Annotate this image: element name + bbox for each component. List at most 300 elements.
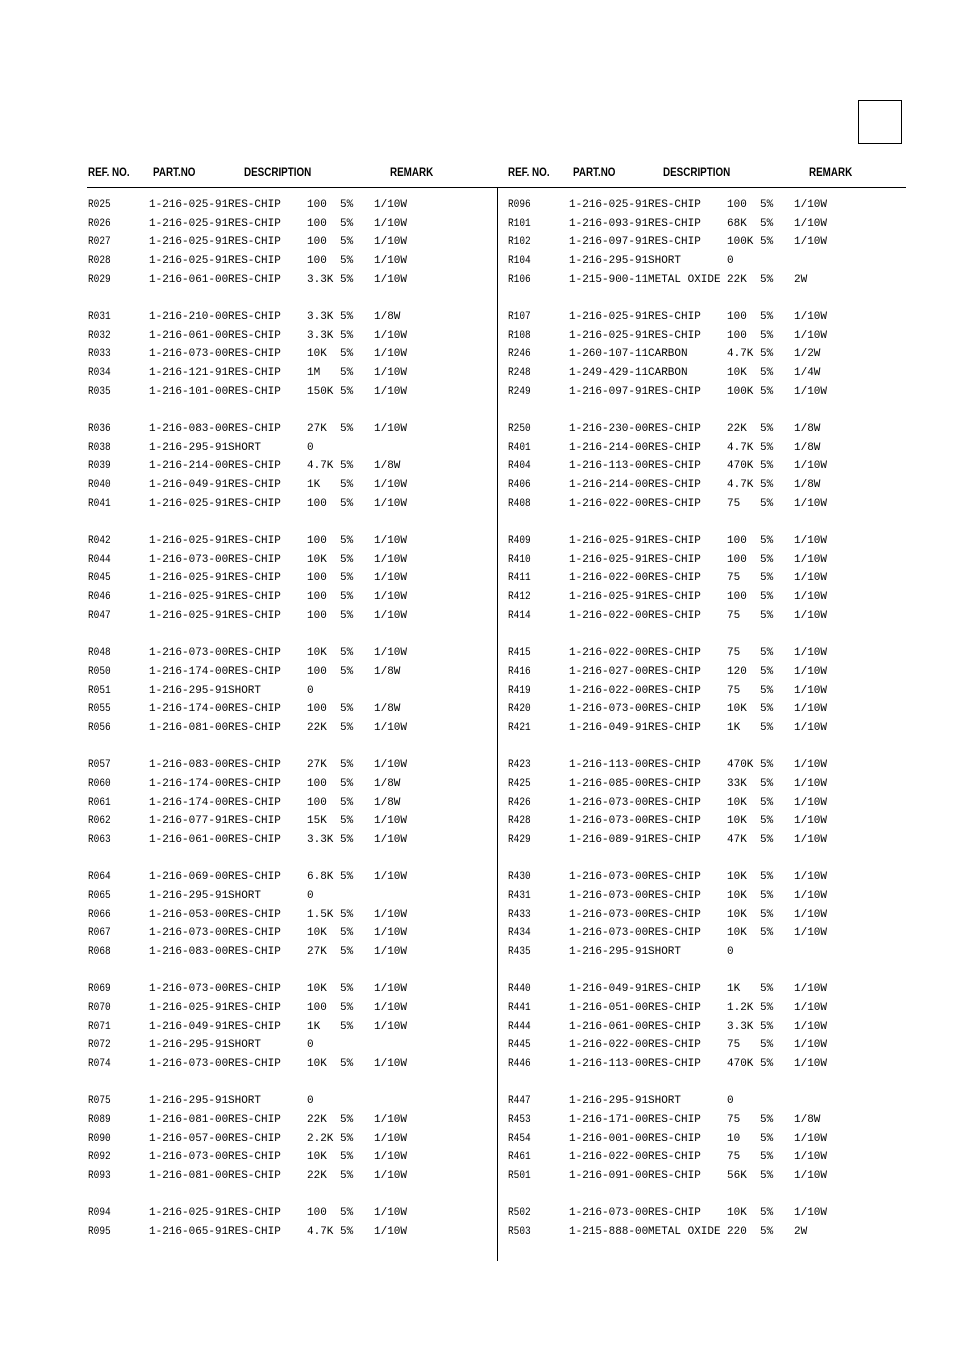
cell-tol: 5% [760,908,774,921]
cell-value: 10K [307,1057,327,1070]
cell-tol: 5% [340,1225,354,1238]
cell-part: 1-216-073-00 [569,796,649,809]
cell-tol: 5% [760,1225,774,1238]
header-remark-right: REMARK [809,165,853,179]
cell-part: 1-216-073-00 [569,1207,649,1220]
cell-tol: 5% [340,703,354,716]
cell-value: 75 [727,1039,741,1052]
cell-desc: RES-CHIP [648,609,701,622]
cell-ref: R044 [88,553,111,566]
cell-rating: 1/10W [794,609,828,622]
cell-desc: RES-CHIP [648,983,701,996]
cell-desc: RES-CHIP [648,684,701,697]
cell-desc: RES-CHIP [228,273,281,286]
cell-ref: R444 [508,1020,531,1033]
cell-rating: 1/10W [794,535,828,548]
cell-part: 1-216-295-91 [149,1039,229,1052]
cell-rating: 1/10W [374,497,408,510]
cell-desc: RES-CHIP [228,703,281,716]
cell-rating: 1/10W [374,1207,408,1220]
cell-ref: R095 [88,1225,111,1238]
cell-part: 1-216-295-91 [569,255,649,268]
cell-rating: 1/10W [374,535,408,548]
cell-rating: 1/8W [374,703,401,716]
cell-part: 1-216-025-91 [569,535,649,548]
cell-desc: RES-CHIP [228,367,281,380]
cell-rating: 1/10W [374,815,408,828]
cell-desc: RES-CHIP [228,983,281,996]
cell-value: 120 [727,665,747,678]
cell-ref: R446 [508,1057,531,1070]
cell-ref: R423 [508,759,531,772]
cell-ref: R104 [508,255,531,268]
cell-rating: 1/10W [794,815,828,828]
cell-ref: R072 [88,1039,111,1052]
cell-part: 1-216-101-00 [149,385,229,398]
cell-rating: 1/10W [374,833,408,846]
cell-desc: RES-CHIP [228,833,281,846]
cell-ref: R045 [88,572,111,585]
cell-desc: RES-CHIP [648,833,701,846]
cell-tol: 5% [760,236,774,249]
cell-part: 1-215-900-11 [569,273,649,286]
cell-part: 1-216-057-00 [149,1132,229,1145]
cell-value: 3.3K [727,1020,754,1033]
cell-part: 1-215-888-00 [569,1225,649,1238]
cell-ref: R029 [88,273,111,286]
cell-desc: RES-CHIP [228,815,281,828]
cell-ref: R060 [88,777,111,790]
cell-part: 1-216-295-91 [569,945,649,958]
cell-rating: 1/10W [374,647,408,660]
cell-rating: 1/4W [794,367,821,380]
cell-part: 1-216-097-91 [569,385,649,398]
cell-tol: 5% [760,889,774,902]
cell-tol: 5% [340,385,354,398]
cell-rating: 1/10W [374,1170,408,1182]
cell-part: 1-216-061-00 [149,833,229,846]
cell-value: 100 [307,777,327,790]
cell-part: 1-216-081-00 [149,1113,229,1126]
cell-desc: SHORT [228,1039,262,1052]
cell-rating: 1/10W [794,385,828,398]
cell-rating: 1/10W [374,217,408,230]
cell-desc: RES-CHIP [228,665,281,678]
cell-tol: 5% [760,572,774,585]
cell-value: 0 [307,441,314,454]
cell-part: 1-216-025-91 [569,199,649,211]
cell-ref: R047 [88,609,111,622]
cell-value: 100 [307,591,327,604]
cell-desc: RES-CHIP [648,1057,701,1070]
cell-rating: 1/10W [794,796,828,809]
cell-value: 100 [727,311,747,324]
cell-part: 1-216-174-00 [149,777,229,790]
cell-value: 75 [727,572,741,585]
cell-part: 1-216-065-91 [149,1225,229,1238]
cell-part: 1-216-025-91 [149,1207,229,1220]
cell-value: 0 [727,255,734,268]
cell-ref: R445 [508,1039,531,1052]
cell-desc: RES-CHIP [648,777,701,790]
cell-tol: 5% [760,871,774,884]
cell-ref: R428 [508,815,531,828]
cell-tol: 5% [760,1170,774,1182]
cell-part: 1-216-073-00 [569,908,649,921]
cell-rating: 1/10W [794,908,828,921]
cell-desc: SHORT [648,945,682,958]
cell-desc: RES-CHIP [228,217,281,230]
cell-part: 1-216-295-91 [149,684,229,697]
cell-desc: RES-CHIP [648,553,701,566]
cell-desc: RES-CHIP [648,1151,701,1164]
cell-ref: R048 [88,647,111,660]
cell-ref: R106 [508,273,531,286]
cell-rating: 1/10W [374,983,408,996]
cell-value: 22K [727,423,747,436]
cell-part: 1-216-025-91 [569,311,649,324]
cell-tol: 5% [340,796,354,809]
cell-desc: RES-CHIP [648,1001,701,1014]
cell-tol: 5% [760,273,774,286]
cell-value: 3.3K [307,833,334,846]
cell-part: 1-216-113-00 [569,1057,649,1070]
cell-ref: R249 [508,385,531,398]
cell-rating: 1/10W [794,927,828,940]
cell-part: 1-216-073-00 [149,927,229,940]
cell-value: 10K [727,889,747,902]
cell-value: 0 [727,1095,734,1108]
cell-desc: RES-CHIP [228,609,281,622]
cell-ref: R046 [88,591,111,604]
cell-rating: 1/10W [374,1020,408,1033]
cell-part: 1-216-214-00 [569,441,649,454]
cell-ref: R070 [88,1001,111,1014]
cell-desc: CARBON [648,367,688,380]
header-part-left: PART.NO [153,165,196,179]
cell-rating: 1/10W [794,833,828,846]
cell-tol: 5% [340,535,354,548]
cell-ref: R421 [508,721,531,734]
cell-part: 1-216-081-00 [149,721,229,734]
cell-rating: 1/10W [794,236,828,249]
cell-tol: 5% [760,1113,774,1126]
cell-value: 100 [307,665,327,678]
cell-value: 100 [727,199,747,211]
cell-tol: 5% [760,217,774,230]
cell-value: 10K [727,796,747,809]
cell-value: 1.2K [727,1001,754,1014]
cell-desc: RES-CHIP [228,1207,281,1220]
cell-ref: R057 [88,759,111,772]
cell-ref: R051 [88,684,111,697]
header-desc-left: DESCRIPTION [244,165,312,179]
cell-value: 75 [727,497,741,510]
cell-desc: RES-CHIP [228,553,281,566]
cell-part: 1-216-073-00 [149,1151,229,1164]
cell-part: 1-216-073-00 [569,889,649,902]
cell-rating: 1/10W [374,553,408,566]
cell-desc: RES-CHIP [648,591,701,604]
cell-desc: RES-CHIP [228,385,281,398]
cell-rating: 1/10W [374,385,408,398]
cell-tol: 5% [340,217,354,230]
cell-desc: RES-CHIP [228,1151,281,1164]
cell-tol: 5% [340,311,354,324]
cell-ref: R050 [88,665,111,678]
cell-desc: RES-CHIP [648,703,701,716]
cell-tol: 5% [340,945,354,958]
cell-part: 1-216-025-91 [149,217,229,230]
cell-tol: 5% [760,684,774,697]
cell-ref: R041 [88,497,111,510]
cell-rating: 1/10W [374,479,408,492]
cell-tol: 5% [340,1113,354,1126]
cell-tol: 5% [340,199,354,211]
cell-rating: 1/10W [794,703,828,716]
cell-ref: R415 [508,647,531,660]
cell-part: 1-216-025-91 [149,535,229,548]
cell-part: 1-216-214-00 [569,479,649,492]
cell-tol: 5% [760,479,774,492]
cell-ref: R089 [88,1113,111,1126]
cell-ref: R067 [88,927,111,940]
cell-rating: 1/10W [374,871,408,884]
cell-rating: 1/10W [374,423,408,436]
cell-ref: R404 [508,460,531,473]
cell-tol: 5% [340,255,354,268]
cell-desc: RES-CHIP [648,871,701,884]
cell-ref: R503 [508,1225,531,1238]
cell-rating: 1/10W [374,759,408,772]
header-part-right: PART.NO [573,165,616,179]
cell-tol: 5% [340,647,354,660]
cell-desc: RES-CHIP [228,479,281,492]
cell-value: 10 [727,1132,741,1145]
cell-desc: RES-CHIP [228,1113,281,1126]
cell-part: 1-216-073-00 [569,871,649,884]
cell-desc: RES-CHIP [228,535,281,548]
cell-value: 75 [727,1151,741,1164]
cell-desc: SHORT [228,684,262,697]
cell-ref: R461 [508,1151,531,1164]
cell-value: 3.3K [307,311,334,324]
cell-part: 1-216-230-00 [569,423,649,436]
cell-rating: 1/10W [794,1132,828,1145]
cell-desc: RES-CHIP [228,871,281,884]
cell-ref: R028 [88,255,111,268]
cell-part: 1-216-083-00 [149,423,229,436]
cell-rating: 1/10W [794,983,828,996]
cell-value: 470K [727,460,754,473]
cell-desc: RES-CHIP [228,777,281,790]
cell-ref: R426 [508,796,531,809]
cell-part: 1-216-022-00 [569,497,649,510]
cell-value: 100 [307,703,327,716]
cell-ref: R401 [508,441,531,454]
cell-rating: 1/8W [794,423,821,436]
cell-desc: RES-CHIP [228,1057,281,1070]
cell-part: 1-216-025-91 [149,497,229,510]
cell-desc: SHORT [228,441,262,454]
column-divider [497,188,498,1261]
cell-value: 22K [307,721,327,734]
cell-ref: R411 [508,572,531,585]
cell-desc: METAL OXIDE [648,1225,721,1238]
cell-value: 4.7K [727,479,754,492]
cell-rating: 1/10W [794,777,828,790]
cell-ref: R094 [88,1207,111,1220]
cell-rating: 1/10W [794,311,828,324]
cell-ref: R430 [508,871,531,884]
cell-desc: SHORT [228,1095,262,1108]
cell-ref: R453 [508,1113,531,1126]
cell-rating: 1/10W [374,572,408,585]
cell-part: 1-216-022-00 [569,609,649,622]
cell-value: 75 [727,647,741,660]
cell-part: 1-216-073-00 [149,1057,229,1070]
cell-ref: R069 [88,983,111,996]
cell-part: 1-216-091-00 [569,1170,649,1182]
cell-ref: R034 [88,367,111,380]
cell-value: 56K [727,1170,747,1182]
cell-value: 6.8K [307,871,334,884]
cell-rating: 1/10W [374,273,408,286]
cell-value: 27K [307,759,327,772]
cell-part: 1-216-174-00 [149,796,229,809]
cell-rating: 1/10W [794,199,828,211]
cell-value: 0 [307,1095,314,1108]
cell-rating: 1/10W [374,199,408,211]
cell-part: 1-216-022-00 [569,572,649,585]
cell-rating: 1/10W [794,217,828,230]
cell-ref: R075 [88,1095,111,1108]
cell-tol: 5% [760,815,774,828]
cell-value: 10K [307,927,327,940]
cell-value: 1.5K [307,908,334,921]
cell-tol: 5% [340,777,354,790]
cell-desc: RES-CHIP [648,236,701,249]
cell-ref: R026 [88,217,111,230]
cell-tol: 5% [760,1001,774,1014]
cell-part: 1-216-049-91 [569,983,649,996]
cell-rating: 2W [794,273,808,286]
cell-desc: RES-CHIP [228,348,281,361]
cell-rating: 1/10W [374,1132,408,1145]
cell-part: 1-216-097-91 [569,236,649,249]
cell-rating: 1/10W [374,927,408,940]
cell-tol: 5% [760,665,774,678]
cell-ref: R501 [508,1170,531,1182]
cell-desc: RES-CHIP [228,236,281,249]
cell-tol: 5% [760,385,774,398]
cell-value: 100 [307,255,327,268]
cell-tol: 5% [340,236,354,249]
cell-rating: 1/10W [374,721,408,734]
cell-rating: 1/8W [374,460,401,473]
cell-tol: 5% [340,815,354,828]
cell-ref: R063 [88,833,111,846]
cell-rating: 1/10W [374,329,408,342]
cell-part: 1-249-429-11 [569,367,649,380]
cell-tol: 5% [340,367,354,380]
cell-tol: 5% [340,983,354,996]
cell-tol: 5% [340,1001,354,1014]
cell-desc: RES-CHIP [228,908,281,921]
header-remark-left: REMARK [390,165,434,179]
cell-part: 1-216-022-00 [569,684,649,697]
cell-rating: 1/10W [794,1151,828,1164]
cell-tol: 5% [340,908,354,921]
cell-value: 10K [727,1207,747,1220]
cell-value: 100 [307,796,327,809]
cell-part: 1-216-083-00 [149,945,229,958]
cell-value: 3.3K [307,329,334,342]
cell-desc: RES-CHIP [228,497,281,510]
cell-part: 1-216-025-91 [149,609,229,622]
cell-rating: 1/10W [794,460,828,473]
cell-tol: 5% [760,983,774,996]
cell-desc: RES-CHIP [648,647,701,660]
cell-desc: RES-CHIP [228,1170,281,1182]
cell-desc: RES-CHIP [228,591,281,604]
cell-ref: R056 [88,721,111,734]
cell-desc: RES-CHIP [648,572,701,585]
cell-desc: RES-CHIP [228,199,281,211]
cell-ref: R061 [88,796,111,809]
cell-value: 100K [727,236,754,249]
cell-tol: 5% [760,553,774,566]
cell-value: 100 [307,217,327,230]
cell-tol: 5% [760,348,774,361]
cell-tol: 5% [340,1151,354,1164]
cell-tol: 5% [340,721,354,734]
cell-part: 1-216-295-91 [149,889,229,902]
cell-part: 1-216-061-00 [149,273,229,286]
cell-part: 1-216-025-91 [569,329,649,342]
cell-value: 2.2K [307,1132,334,1145]
cell-value: 0 [307,889,314,902]
cell-rating: 1/10W [374,945,408,958]
cell-tol: 5% [760,423,774,436]
cell-rating: 1/10W [374,367,408,380]
cell-ref: R065 [88,889,111,902]
cell-rating: 1/8W [374,665,401,678]
cell-part: 1-216-073-00 [149,647,229,660]
cell-ref: R409 [508,535,531,548]
cell-tol: 5% [760,1132,774,1145]
cell-ref: R036 [88,423,111,436]
cell-rating: 1/10W [374,1057,408,1070]
cell-ref: R025 [88,199,111,211]
cell-value: 10K [727,927,747,940]
header-desc-right: DESCRIPTION [663,165,731,179]
cell-rating: 1/10W [374,908,408,921]
cell-part: 1-216-295-91 [569,1095,649,1108]
cell-value: 47K [727,833,747,846]
cell-desc: RES-CHIP [648,1113,701,1126]
cell-desc: RES-CHIP [648,479,701,492]
cell-tol: 5% [340,273,354,286]
cell-part: 1-216-174-00 [149,665,229,678]
cell-ref: R454 [508,1132,531,1145]
cell-value: 22K [307,1113,327,1126]
cell-value: 4.7K [727,441,754,454]
cell-part: 1-216-214-00 [149,460,229,473]
cell-ref: R420 [508,703,531,716]
cell-value: 3.3K [307,273,334,286]
cell-tol: 5% [760,721,774,734]
